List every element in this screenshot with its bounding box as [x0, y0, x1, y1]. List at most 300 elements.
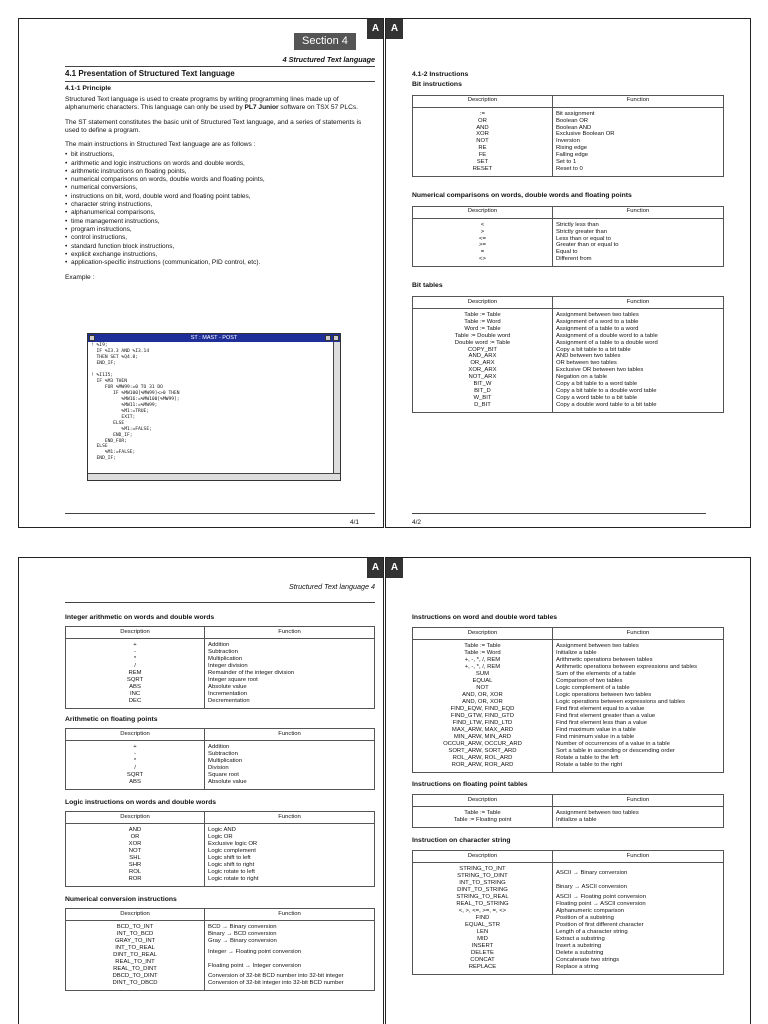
floating-tables-table [412, 794, 724, 828]
tables-block [412, 614, 724, 975]
cell-function: Square root [205, 772, 375, 779]
cell-description: ROL [66, 869, 205, 876]
table-row [66, 765, 375, 772]
table-row [413, 326, 724, 333]
cell-function: Floating point → ASCII conversion [552, 901, 723, 908]
cell-function: Remainder of the integer division [205, 670, 375, 677]
table-row [413, 943, 724, 950]
list-item: • arithmetic instructions on floating points, [65, 168, 375, 176]
cell-description: +, -, *, /, REM [413, 664, 553, 671]
col-function: Function [552, 206, 723, 218]
heading-numerical-conversion: Numerical conversion instructions [65, 896, 177, 904]
cell-function: OR between two tables [552, 360, 723, 367]
cell-description: LEN [413, 929, 553, 936]
cell-description: Table := Floating point [413, 817, 553, 827]
col-function: Function [205, 729, 375, 741]
cell-function: BCD → Binary conversion [205, 921, 375, 931]
para1-tail: software on TSX 57 PLCs. [278, 104, 358, 112]
paragraph-intro [65, 96, 375, 112]
cell-function: Find maximum value in a table [552, 727, 723, 734]
table-row [66, 741, 375, 751]
table-row [413, 395, 724, 402]
page-gap [0, 529, 768, 556]
cell-function: Position of a substring [552, 915, 723, 922]
para1-software: PL7 Junior [244, 104, 279, 112]
cell-description: SUM [413, 671, 553, 678]
cell-function: Greater than or equal to [552, 242, 723, 249]
cell-function: Integer → Floating point conversion [205, 945, 375, 959]
cell-description: <= [413, 236, 553, 243]
cell-function: Different from [552, 256, 723, 266]
col-function: Function [552, 628, 723, 640]
cell-description: COPY_BIT [413, 347, 553, 354]
cell-function: Subtraction [205, 649, 375, 656]
col-description: Description [66, 812, 205, 824]
cell-description: INSERT [413, 943, 553, 950]
cell-function: Conversion of 32-bit BCD number into 32-bit integer [205, 973, 375, 980]
cell-function: Floating point → Integer conversion [205, 959, 375, 973]
table-row [66, 959, 375, 973]
cell-function: Division [205, 765, 375, 772]
table-row [413, 863, 724, 880]
cell-function: Logic OR [205, 834, 375, 841]
table-row [66, 691, 375, 698]
character-string-table [412, 850, 724, 975]
cell-description: >= [413, 242, 553, 249]
cell-description: FIND_GTW, FIND_GTD [413, 713, 553, 720]
table-row [66, 921, 375, 931]
table-row [66, 876, 375, 886]
cell-description: BIT_W [413, 381, 553, 388]
table-row [66, 698, 375, 708]
heading-logic-instructions: Logic instructions on words and double words [65, 799, 217, 807]
section-label: Section 4 [294, 33, 356, 50]
list-item: • instructions on bit, word, double word and floating point tables, [65, 193, 375, 201]
cell-description: <, >, <=, >=, =, <> [413, 908, 553, 915]
cell-description: Table := Table [413, 640, 553, 650]
table-row [413, 118, 724, 125]
cell-description: AND, OR, XOR [413, 699, 553, 706]
cell-function: Find first element greater than a value [552, 713, 723, 720]
cell-description: AND [66, 824, 205, 834]
cell-function: Conversion of 32-bit integer into 32-bit BCD number [205, 980, 375, 990]
cell-function: Assignment between two tables [552, 308, 723, 318]
float-arithmetic-table [65, 728, 375, 790]
list-item: • arithmetic and logic instructions on words and double words, [65, 160, 375, 168]
table-row [413, 145, 724, 152]
cell-description: XOR [66, 841, 205, 848]
table-row [413, 720, 724, 727]
cell-function: Replace a string [552, 964, 723, 974]
table-row [413, 915, 724, 922]
cell-description: AND [413, 125, 553, 132]
table-row [413, 657, 724, 664]
logic-instructions-table [65, 811, 375, 887]
col-function: Function [552, 795, 723, 807]
cell-function: Binary → ASCII conversion [552, 880, 723, 894]
cell-function: Logic rotate to right [205, 876, 375, 886]
col-description: Description [413, 795, 553, 807]
cell-function: Logic shift to left [205, 855, 375, 862]
table-row [413, 229, 724, 236]
footer-rule [65, 513, 375, 514]
table-row [413, 308, 724, 318]
vertical-scrollbar[interactable] [333, 342, 340, 473]
table-row [66, 834, 375, 841]
instructions-block [412, 71, 724, 413]
table-row [413, 741, 724, 748]
table-row [413, 360, 724, 367]
cell-description: NOT [413, 138, 553, 145]
col-function: Function [552, 95, 723, 107]
cell-description: Word := Table [413, 326, 553, 333]
cell-description: <> [413, 256, 553, 266]
table-row [413, 125, 724, 132]
table-row [413, 699, 724, 706]
list-item: • application-specific instructions (communication, PID control, etc). [65, 259, 375, 267]
col-function: Function [552, 851, 723, 863]
code-area[interactable]: ! %I9; IF %I3.3 AND %I3.14 THEN SET %Q4.8; END_IF; ! %I1I5; IF %M3 THEN FOR %MW99:=0 TO 31 DO IF %MW100[%MW99]<>0 THEN %MW16:=%MW100[%MW99]; %MW11:=%MW99; %M1:=TRUE; EXIT; ELSE %M1:=FALSE; END_IF; END_FOR; ELSE %M1:=FALSE; END_IF; [91, 343, 180, 462]
cell-function: Comparison of two tables [552, 678, 723, 685]
cell-function: Copy a word table to a bit table [552, 395, 723, 402]
cell-description: GRAY_TO_INT [66, 938, 205, 945]
table-row [66, 751, 375, 758]
cell-description: REM [66, 670, 205, 677]
cell-function: Integer square root [205, 677, 375, 684]
table-row [413, 922, 724, 929]
table-row [66, 684, 375, 691]
table-row [413, 159, 724, 166]
cell-function: Boolean AND [552, 125, 723, 132]
cell-description: REAL_TO_INT REAL_TO_DINT [66, 959, 205, 973]
cell-function: Reset to 0 [552, 166, 723, 176]
table-row [413, 880, 724, 894]
list-item: • numerical conversions, [65, 184, 375, 192]
header-rule [65, 602, 375, 603]
table-row [413, 685, 724, 692]
cell-function: Assignment between two tables [552, 807, 723, 817]
cell-function: Logic shift to right [205, 862, 375, 869]
cell-function: Find minimum value in a table [552, 734, 723, 741]
cell-description: W_BIT [413, 395, 553, 402]
heading-4-1-2: 4.1-2 Instructions [412, 71, 469, 78]
table-row [413, 640, 724, 650]
table-row [413, 107, 724, 117]
table-row [66, 758, 375, 765]
table-row [413, 755, 724, 762]
table-row [66, 973, 375, 980]
cell-function: Inversion [552, 138, 723, 145]
cell-function: Rotate a table to the left [552, 755, 723, 762]
cell-function: Copy a bit table to a word table [552, 381, 723, 388]
cell-function: Falling edge [552, 152, 723, 159]
cell-description: XOR [413, 131, 553, 138]
cell-description: + [66, 741, 205, 751]
page-4-3 [18, 557, 384, 1024]
table-row [66, 670, 375, 677]
cell-function: Number of occurrences of a value in a table [552, 741, 723, 748]
cell-description: OR [413, 118, 553, 125]
cell-description: FIND [413, 915, 553, 922]
cell-description: XOR_ARX [413, 367, 553, 374]
cell-function: Addition [205, 639, 375, 649]
cell-description: SHR [66, 862, 205, 869]
cell-function: Logic complement of a table [552, 685, 723, 692]
table-row [66, 772, 375, 779]
cell-description: / [66, 765, 205, 772]
cell-function: Insert a substring [552, 943, 723, 950]
table-row [413, 664, 724, 671]
cell-function: Decrementation [205, 698, 375, 708]
heading-word-tables: Instructions on word and double word tables [412, 614, 558, 621]
paragraph-list-intro: The main instructions in Structured Text language are as follows : [65, 140, 256, 148]
cell-function: Assignment of a word to a table [552, 319, 723, 326]
maximize-icon[interactable] [333, 335, 339, 341]
cell-function: Find first element equal to a value [552, 706, 723, 713]
cell-function: Gray → Binary conversion [205, 938, 375, 945]
heading-bit-tables: Bit tables [412, 282, 443, 290]
cell-description: + [66, 639, 205, 649]
cell-function: Multiplication [205, 758, 375, 765]
table-row [413, 817, 724, 827]
heading-character-string: Instruction on character string [412, 836, 511, 844]
table-row [66, 980, 375, 990]
window-menu-icon[interactable] [89, 335, 95, 341]
cell-function: Copy a bit table to a bit table [552, 347, 723, 354]
cell-description: EQUAL [413, 678, 553, 685]
cell-description: > [413, 229, 553, 236]
table-row [66, 656, 375, 663]
integer-arithmetic-table [65, 626, 375, 709]
table-row [413, 908, 724, 915]
cell-function: Addition [205, 741, 375, 751]
cell-description: * [66, 656, 205, 663]
heading-floating-tables: Instructions on floating point tables [412, 780, 528, 788]
cell-description: SET [413, 159, 553, 166]
cell-description: ROR [66, 876, 205, 886]
cell-description: NOT [413, 685, 553, 692]
list-item: • time management instructions, [65, 218, 375, 226]
cell-function: Extract a substring [552, 936, 723, 943]
cell-description: - [66, 751, 205, 758]
col-function: Function [205, 909, 375, 921]
cell-description: CONCAT [413, 957, 553, 964]
col-description: Description [413, 851, 553, 863]
cell-function: Assignment of a double word to a table [552, 333, 723, 340]
arith-block [65, 614, 375, 991]
table-row [413, 218, 724, 228]
table-row [66, 663, 375, 670]
cell-function: Concatenate two strings [552, 957, 723, 964]
heading-bit-instructions: Bit instructions [412, 81, 462, 89]
list-item: • program instructions, [65, 226, 375, 234]
cell-function: ASCII → Floating point conversion [552, 894, 723, 901]
list-item: • numerical comparisons on words, double words and floating points, [65, 176, 375, 184]
cell-description: D_BIT [413, 402, 553, 412]
list-item: • standard function block instructions, [65, 243, 375, 251]
cell-function: Absolute value [205, 684, 375, 691]
cell-function: Assignment of a table to a double word [552, 340, 723, 347]
cell-function: Strictly greater than [552, 229, 723, 236]
table-row [413, 936, 724, 943]
cell-function: Bit assignment [552, 107, 723, 117]
cell-function: Alphanumeric comparison [552, 908, 723, 915]
cell-function: Absolute value [205, 779, 375, 789]
page-4-2 [385, 18, 751, 528]
cell-description: BCD_TO_INT [66, 921, 205, 931]
table-row [413, 367, 724, 374]
cell-description: +, -, *, /, REM [413, 657, 553, 664]
table-row [413, 374, 724, 381]
cell-description: SHL [66, 855, 205, 862]
cell-description: REAL_TO_STRING [413, 901, 553, 908]
table-row [413, 242, 724, 249]
cell-function: Sum of the elements of a table [552, 671, 723, 678]
cell-description: ABS [66, 779, 205, 789]
cell-description: NOT [66, 848, 205, 855]
page-4-1 [18, 18, 384, 528]
window-title: ST : MAST - POST [190, 335, 238, 341]
cell-description: MAX_ARW, MAX_ARD [413, 727, 553, 734]
cell-description: DBCD_TO_DINT [66, 973, 205, 980]
cell-description: * [66, 758, 205, 765]
table-row [66, 649, 375, 656]
table-row [66, 862, 375, 869]
cell-description: Table := Word [413, 319, 553, 326]
page-header: Structured Text language 4 [288, 582, 375, 591]
example-label: Example : [65, 273, 95, 281]
cell-description: - [66, 649, 205, 656]
bit-instructions-table [412, 95, 724, 178]
cell-function: Assignment of a table to a word [552, 326, 723, 333]
table-row [413, 671, 724, 678]
heading-numerical-comparisons: Numerical comparisons on words, double words and floating points [412, 192, 632, 200]
cell-function: Initialize a table [552, 650, 723, 657]
cell-description: DINT_TO_DBCD [66, 980, 205, 990]
table-row [66, 677, 375, 684]
cell-description: BIT_D [413, 388, 553, 395]
table-row [413, 353, 724, 360]
table-row [66, 869, 375, 876]
cell-description: SQRT [66, 772, 205, 779]
cell-description: SQRT [66, 677, 205, 684]
cell-function: Equal to [552, 249, 723, 256]
table-row [413, 319, 724, 326]
section-tab: A [367, 19, 384, 39]
cell-function: Incrementation [205, 691, 375, 698]
cell-function: AND between two tables [552, 353, 723, 360]
heading-integer-arithmetic: Integer arithmetic on words and double words [65, 614, 215, 621]
table-row [413, 333, 724, 340]
cell-description: FE [413, 152, 553, 159]
table-row [413, 727, 724, 734]
cell-description: AND, OR, XOR [413, 692, 553, 699]
cell-description: Table := Double word [413, 333, 553, 340]
cell-function: Logic operations between two tables [552, 692, 723, 699]
table-row [413, 748, 724, 755]
window-title-bar[interactable] [88, 334, 340, 342]
table-row [413, 894, 724, 901]
page-header: 4 Structured Text language [282, 55, 375, 64]
cell-description: INT_TO_REAL DINT_TO_REAL [66, 945, 205, 959]
cell-description: INC [66, 691, 205, 698]
col-description: Description [413, 95, 553, 107]
word-tables-table [412, 627, 724, 772]
section-tab: A [386, 558, 403, 578]
cell-function: Boolean OR [552, 118, 723, 125]
cell-function: Less than or equal to [552, 236, 723, 243]
cell-description: FIND_EQW, FIND_EQD [413, 706, 553, 713]
horizontal-scrollbar[interactable] [88, 473, 340, 480]
cell-function: Position of first different character [552, 922, 723, 929]
cell-description: NOT_ARX [413, 374, 553, 381]
cell-function: Binary → BCD conversion [205, 931, 375, 938]
paragraph-statement: The ST statement constitutes the basic unit of Structured Text language, and a series of statements is used to define a program. [65, 118, 362, 134]
cell-description: STRING_TO_INT STRING_TO_DINT [413, 863, 553, 880]
cell-function: Integer division [205, 663, 375, 670]
cell-description: EQUAL_STR [413, 922, 553, 929]
cell-description: ROL_ARW, ROL_ARD [413, 755, 553, 762]
cell-function: Delete a substring [552, 950, 723, 957]
cell-function: Initialize a table [552, 817, 723, 827]
cell-description: Double word := Table [413, 340, 553, 347]
cell-function: Exclusive OR between two tables [552, 367, 723, 374]
col-description: Description [413, 628, 553, 640]
cell-description: / [66, 663, 205, 670]
cell-description: RE [413, 145, 553, 152]
numerical-conversion-table [65, 908, 375, 991]
st-editor-window[interactable] [87, 333, 341, 481]
list-item: • explicit exchange instructions, [65, 251, 375, 259]
cell-function: Rotate a table to the right [552, 762, 723, 772]
minimize-icon[interactable] [325, 335, 331, 341]
cell-function: Arithmetic operations between tables [552, 657, 723, 664]
table-row [413, 402, 724, 412]
cell-function: Exclusive Boolean OR [552, 131, 723, 138]
table-row [413, 249, 724, 256]
col-description: Description [413, 296, 553, 308]
table-row [413, 340, 724, 347]
cell-description: DEC [66, 698, 205, 708]
cell-description: ROR_ARW, ROR_ARD [413, 762, 553, 772]
section-tab: A [386, 19, 403, 39]
cell-description: STRING_TO_REAL [413, 894, 553, 901]
table-row [66, 779, 375, 789]
table-row [413, 807, 724, 817]
cell-function: Assignment between two tables [552, 640, 723, 650]
cell-function: Logic operations between expressions and tables [552, 699, 723, 706]
cell-description: DELETE [413, 950, 553, 957]
page-number: 4/2 [412, 519, 422, 526]
table-row [413, 762, 724, 772]
table-row [413, 381, 724, 388]
col-function: Function [205, 627, 375, 639]
cell-description: INT_TO_BCD [66, 931, 205, 938]
cell-function: Copy a double word table to a bit table [552, 402, 723, 412]
cell-description: REPLACE [413, 964, 553, 974]
cell-description: AND_ARX [413, 353, 553, 360]
cell-function: Subtraction [205, 751, 375, 758]
page-4-4 [385, 557, 751, 1024]
cell-description: ABS [66, 684, 205, 691]
cell-description: OR_ARX [413, 360, 553, 367]
cell-function: Rising edge [552, 145, 723, 152]
table-row [66, 931, 375, 938]
list-item: • bit instructions, [65, 151, 375, 159]
cell-function: Logic complement [205, 848, 375, 855]
cell-function: Exclusive logic OR [205, 841, 375, 848]
table-row [66, 938, 375, 945]
